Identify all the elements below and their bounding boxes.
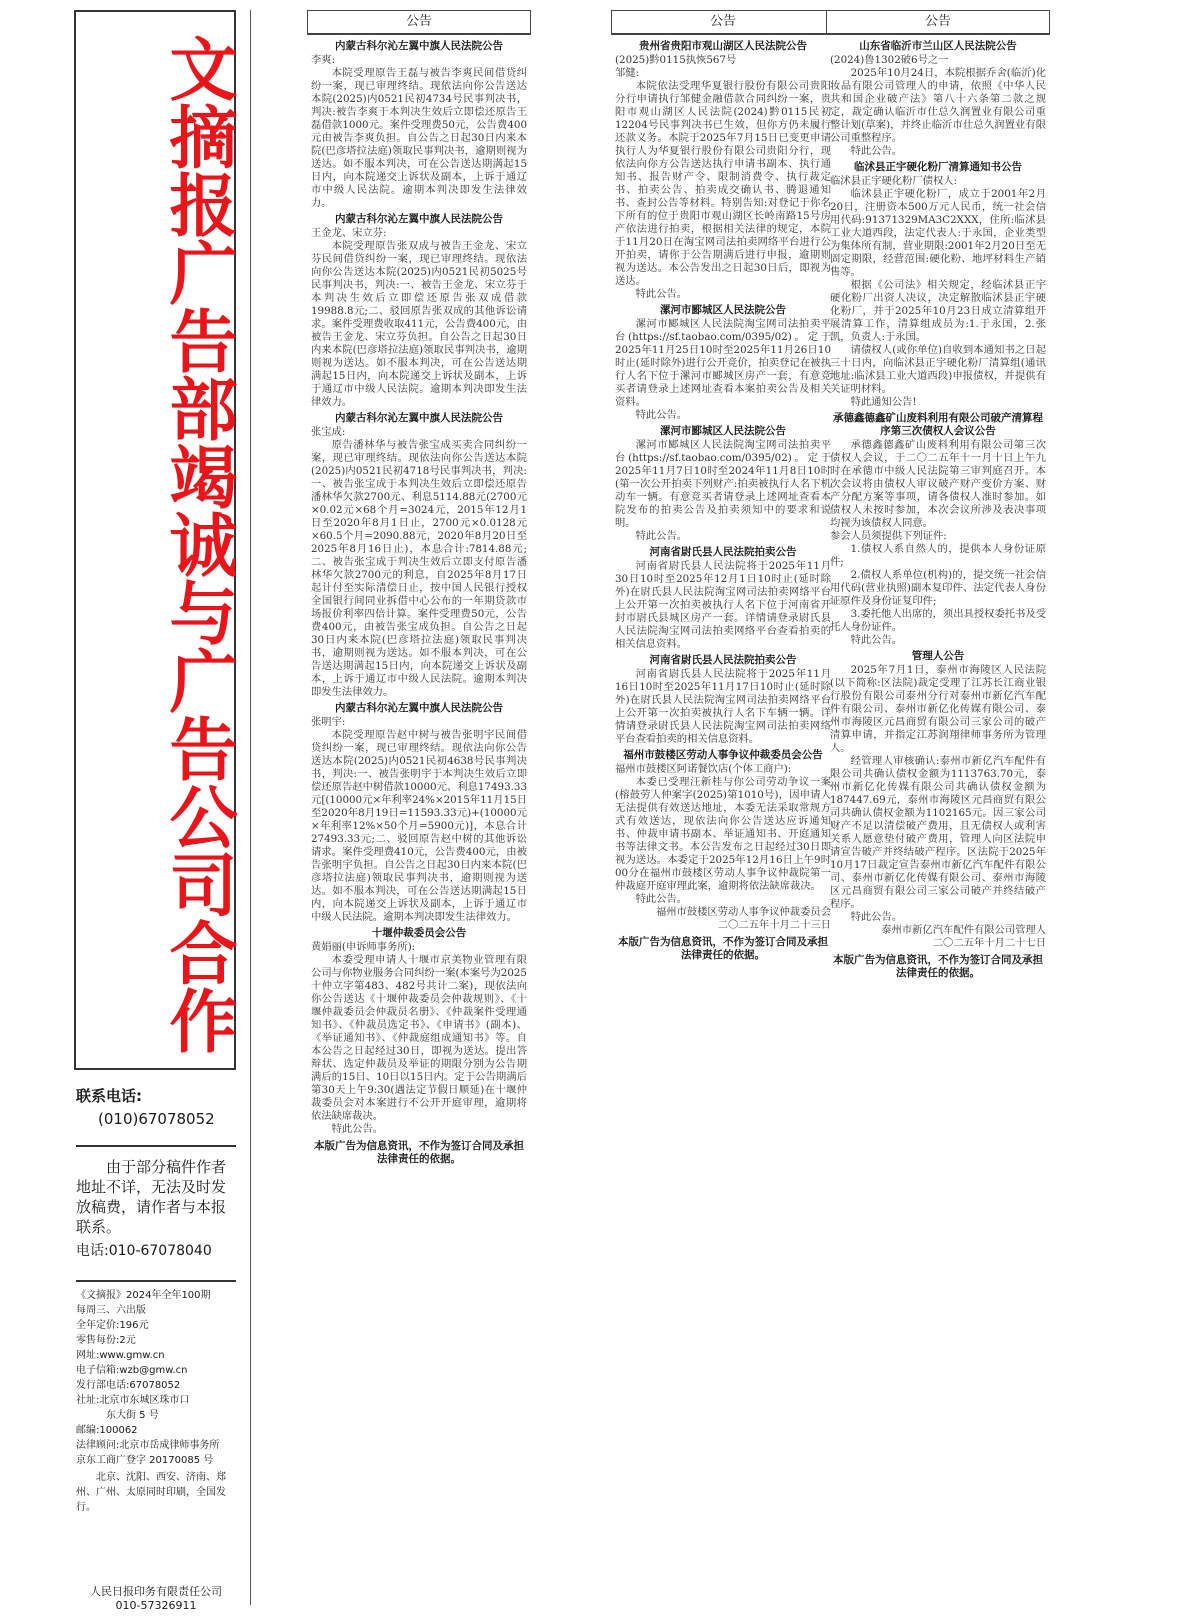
announcement-paragraph: 本院受理原告张双成与被告王金龙、宋立芬民间借贷纠纷一案，现已审理终结。现依法向你公告送达本院(2025)内0521民初5025号民事判决书，判决:一、被告王金龙、宋立芬于本判决生效后立即偿还原告张双成借款19988.8元;二、驳回原告张双成的其他诉讼请求。案件受理费收取411元，公告费400元，由被告王金龙、宋立芬负担。自公告之日起30日内来本院(巴彦塔拉法庭)领取民事判决书，逾期则视为送达。如不服本判决，可在公告送达期满起15日内，向本院递交上诉状及副本，上诉于通辽市中级人民法院。逾期本判决即发生法律效力。 [311,240,527,408]
announcement-paragraph: 漯河市郾城区人民法院淘宝网司法拍卖平台(https://sf.taobao.com/0395/02)。定于2025年11月25日10时至2025年11月26日10时止(延时除外)进行公开竞价，拍卖登记在被执行人名下位于漯河市郾城区房产一套，有意竞买者请登录上述网址查看本案拍卖公告及相关资料。 [615,318,831,408]
print-cities: 北京、沈阳、西安、济南、郑州、广州、太原同时印刷，全国发行。 [76,1472,226,1513]
announcement-paragraph: 本委受理申请人十堰市京美物业管理有限公司与你物业服务合同纠纷一案(本案号为2025十仲立字第483、482号共计二案)，现依法向你公告送达《十堰仲裁委员会仲裁规则》、《十堰仲裁委员会仲裁员名册》、《仲裁案件受理通知书》、《仲裁员选定书》、《申请书》(副本)、《举证通知书》、《仲裁庭组成通知书》等。自本公告之日起经过30日，即视为送达。提出答辩状、选定仲裁员及举证的期限分别为公告期满后的15日、10日以15日内。定于公告期满后第30天上午9:30(遇法定节假日顺延)在十堰仲裁委员会对本案进行不公开开庭审理，逾期将依法缺席裁决。 [311,954,527,1122]
announcement-paragraph: 特此通知公告! [850,396,917,408]
announcement-paragraph: 本院受理原告王磊与被告李爽民间借贷纠纷一案，现已审理终结。现依法向你公告送达本院(2025)内0521民初4734号民事判决书，判决:被告李爽于本判决生效后立即偿还原告王磊借款1000元。案件受理费50元，公告费400元由被告李爽负担。自公告之日起30日内来本院(巴彦塔拉法庭)领取民事判决书，逾期则视为送达。如不服本判决，可在公告送达期满起15日内，向本院递交上诉状及副本，上诉于通辽市中级人民法院。逾期本判决即发生法律效力。 [311,67,527,209]
announcement-paragraph: (2025)黔0115执恢567号 [615,54,737,66]
signoff-date: 二〇二五年十月二十七日 [932,937,1046,949]
announcement-paragraph: 特此公告。 [331,1123,384,1135]
announcement-paragraph: 张宝成: [311,426,346,438]
column-body [826,35,1050,980]
announcement-paragraph: 特此公告。 [850,911,903,923]
announcement-paragraph: 参会人员须提供下列证件: [830,530,947,542]
announcement-paragraph: 临沭县正宇硬化粉厂债权人: [830,175,958,187]
announcement-title: 山东省临沂市兰山区人民法院公告 [859,40,1017,52]
announcement-paragraph: 2.债权人系单位(机构)的，提交统一社会信用代码(营业执照)副本复印件、法定代表人身份证原件及身份证复印件; [830,569,1046,607]
announcement-column-2 [611,10,835,1605]
ad-slogan: 文摘报广告部竭诚与广告公司合作 [158,34,237,1054]
announcement-paragraph: 河南省尉氏县人民法院将于2025年11月30日10时至2025年12月1日10时止(延时除外)在尉氏县人民法院淘宝网司法拍卖网络平台上公开第一次拍卖被执行人名下位于河南省开封市尉氏县城区房产一套。详情请登录尉氏县人民法院淘宝网司法拍卖网络平台查看拍卖的相关信息资料。 [615,560,831,650]
column-divider [250,10,251,1605]
announcement-paragraph: (2024)鲁1302破6号之一 [830,54,949,66]
pub-line: 零售每份:2元 [76,1335,136,1346]
announcement-paragraph: 特此公告。 [635,893,688,905]
announcement-paragraph: 邹健: [615,67,640,79]
pub-line: 京东工商广登字 20170085 号 [76,1455,214,1466]
announcement-paragraph: 本院受理原告赵中树与被告张明宇民间借贷纠纷一案，现已审理终结。现依法向你公告送达本院(2025)内0521民初4638号民事判决书，判决:一、被告张明宇于本判决生效后立即偿还原告赵中树借款10000元、利息17493.33元[(10000元×年利率24%×2015年11月15日至2020年8月19日=11593.33元)+(10000元×年利率12%×50个月=5900元)]，本息合计27493.33元;二、驳回原告赵中树的其他诉讼请求。案件受理费410元，公告费400元，由被告张明宇负担。自公告之日起30日内来本院(巴彦塔拉法庭)领取民事判决书，逾期则视为送达。如不服本判决，可在公告送达期满起15日内，向本院递交上诉状及副本，上诉于通辽市中级人民法院。逾期本判决即发生法律效力。 [311,729,527,923]
announcement-paragraph: 原告潘林华与被告张宝成买卖合同纠纷一案，现已审理终结。现依法向你公告送达本院(2025)内0521民初4718号民事判决书，判决:一、被告张宝成于本判决生效后立即偿还原告潘林华欠款2700元、利息5114.88元(2700元×0.02元×68个月=3024元，2015年12月1日至2020年8月1日止，2700元×0.0128元×60.5个月=2090.88元，2020年8月20日至2025年8月16日止)，本息合计:7814.88元;二、被告张宝成于判决生效后立即支付原告潘林华欠款2700元的利息，自2025年8月17日起计付至实际清偿日止，按中国人民银行授权全国银行间同业拆借中心公布的一年期贷款市场报价利率四倍计算。案件受理费50元，公告费400元，由被告张宝成负担。自公告之日起30日内来本院(巴彦塔拉法庭)领取民事判决书，逾期则视为送达。如不服本判决，可在公告送达期满起15日内，向本院递交上诉状及副本，上诉于通辽市中级人民法院。逾期本判决即发生法律效力。 [311,439,527,698]
announcement-title: 临沭县正宇硬化粉厂清算通知书公告 [854,161,1022,173]
disclaimer: 本版广告为信息资讯，不作为签订合同及承担法律责任的依据。 [314,1140,524,1165]
printer-footer [76,1585,236,1613]
column-header: 公告 [611,10,835,35]
announcement-paragraph: 1.债权人系自然人的，提供本人身份证原件; [830,543,1046,568]
signoff: 泰州市新亿汽车配件有限公司管理人 [881,924,1046,936]
pub-line: 发行部电话:67078052 [76,1380,181,1391]
announcement-title: 内蒙古科尔沁左翼中旗人民法院公告 [335,702,503,714]
column-header: 公告 [307,10,531,35]
announcement-paragraph: 2025年7月1日，泰州市海陵区人民法院(以下简称:区法院)裁定受理了江苏长江商业银行股份有限公司泰州分行对泰州市新亿汽车配件有限公司、泰州市新亿化传媒有限公司、泰州市海陵区元昌商贸有限公司三家公司的破产清算申请，并指定江苏润翔律师事务所为管理人。 [830,664,1046,754]
announcement-title: 漯河市郾城区人民法院公告 [660,304,786,316]
contact-label: 联系电话: [76,1087,142,1105]
announcement-title: 管理人公告 [911,650,965,662]
announcement-title: 河南省尉氏县人民法院拍卖公告 [649,546,797,558]
pub-line: 《文摘报》2024年全年100期 [76,1290,211,1301]
announcement-title: 福州市鼓楼区劳动人事争议仲裁委员会公告 [623,749,823,761]
signoff: 福州市鼓楼区劳动人事争议仲裁委员会 [655,906,831,918]
announcement-paragraph: 临沭县正宇硬化粉厂，成立于2001年2月20日，注册资本500万元人民币，统一社会信用代码:91371329MA3C2XXX，住所:临沭县工业大道西段，法定代表人:于永国，企业类型为集体所有制，营业期限:2001年2月20日至无固定期限，经营范围:硬化粉、地坪材料生产销售等。 [830,188,1046,278]
announcement-paragraph: 张明宇: [311,716,346,728]
ad-banner [74,10,236,1070]
announcement-paragraph: 漯河市郾城区人民法院淘宝网司法拍卖平台(https://sf.taobao.com/0395/02)。定于2025年11月7日10时至2024年11月8日10时(第一次公开拍卖下列财产:拍卖被执行人名下机动车一辆。有意竞买者请登录上述网址查看本院发布的拍卖公告及拍卖须知中的要求和说明。 [615,439,831,529]
announcement-paragraph: 黄娟丽(申诉师事务所): [311,941,416,953]
contact-block [76,1085,236,1128]
announcement-title: 内蒙古科尔沁左翼中旗人民法院公告 [335,213,503,225]
signoff-date: 二〇二五年十月二十三日 [717,919,831,931]
pub-line: 每周三、六出版 [76,1305,146,1316]
announcement-paragraph: 特此公告。 [850,634,903,646]
announcement-paragraph: 经管理人审核确认:泰州市新亿汽车配件有限公司共确认债权金额为1113763.70元，泰州市新亿化传媒有限公司共确认债权金额为187447.69元，泰州市海陵区元昌商贸有限公司共确认债权金额为1102165元。因三家公司财产不足以清偿破产费用，且无债权人或利害关系人愿意垫付破产费用，管理人向区法院申请宣告破产并终结破产程序。区法院于2025年10月17日裁定宣告泰州市新亿汽车配件有限公司、泰州市新亿化传媒有限公司、泰州市海陵区元昌商贸有限公司三家公司破产并终结破产程序。 [830,755,1046,910]
announcement-paragraph: 特此公告。 [635,530,688,542]
pub-line: 电子信箱:wzb@gmw.cn [76,1365,188,1376]
announcement-paragraph: 本院依法受理华夏银行股份有限公司贵阳分行申请执行邹健金融借款合同纠纷一案，贵阳市观山湖区人民法院(2024)黔0115民初12204号民事判决书已生效，但你方仍未履行还款义务。本院于2025年7月15日已变更申请执行人为华夏银行股份有限公司贵阳分行，现依法向你方公告送达执行申请书副本、执行通知书、报告财产令、限制消费令、执行裁定书、拍卖公告、拍卖成交确认书、腾退通知书、查封公告等材料。特别告知:对登记于你名下所有的位于贵阳市观山湖区长岭南路15号房产依法进行拍卖，根据相关法律的规定，本院于11月20日在淘宝网司法拍卖网络平台进行公开拍卖，请你于公告期满后进行申报，逾期则视为送达。本公告发出之日起30日后，即视为送达。 [615,80,831,287]
announcement-title: 河南省尉氏县人民法院拍卖公告 [649,654,797,666]
announcement-paragraph: 特此公告。 [635,409,688,421]
author-notice-text: 由于部分稿件作者地址不详，无法及时发放稿费，请作者与本报联系。 [76,1158,227,1236]
announcement-paragraph: 承德鑫德鑫矿山废料利用有限公司第三次债权人会议，于二〇二五年十一月十日上午九时在承德市中级人民法院第三审判庭召开。本次会议将由债权人审议破产财产变价方案、财产分配方案等事项，请各债权人准时参加。如债权人未按时参加，本次会议所涉及表决事项均视为该债权人同意。 [830,439,1046,529]
announcement-column-3 [826,10,1050,1605]
pub-line: 全年定价:196元 [76,1320,149,1331]
contact-number: (010)67078052 [98,1110,215,1128]
announcement-paragraph: 请债权人(或你单位)自收到本通知书之日起三十日内，向临沭县正宇硬化粉厂清算组(通讯地址:临沭县工业大道西段)申报债权，并提供有关证明材料。 [830,344,1046,395]
column-body [611,35,835,962]
author-notice [76,1145,236,1261]
announcement-title: 贵州省贵阳市观山湖区人民法院公告 [639,40,807,52]
announcement-paragraph: 特此公告。 [850,145,903,157]
announcement-title: 十堰仲裁委员会公告 [371,927,467,939]
pub-line: 法律顾问:北京市岳成律师事务所 [76,1440,220,1451]
announcement-paragraph: 福州市鼓楼区阿诺餐饮店(个体工商户): [615,763,792,775]
disclaimer: 本版广告为信息资讯，不作为签订合同及承担法律责任的依据。 [833,954,1043,979]
announcement-paragraph: 根据《公司法》相关规定，经临沭县正宇硬化粉厂出资人决议，决定解散临沭县正宇硬化粉厂，并于2025年10月23日成立清算组开展清算工作，清算组成员为:1.于永国，2.张凯，负责人:于永国。 [830,279,1046,343]
author-notice-tel: 电话:010-67078040 [76,1243,212,1259]
announcement-paragraph: 特此公告。 [635,288,688,300]
announcement-paragraph: 2025年10月24日，本院根据乔舍(临沂)化妆品有限公司管理人的申请，依照《中华人民共和国企业破产法》第八十六条第二款之规定，裁定确认临沂市仕总久润置业有限公司重整计划(草案)，并终止临沂市仕总久润置业有限公司重整程序。 [830,67,1046,144]
printer-company: 人民日报印务有限责任公司 [90,1585,222,1598]
announcement-paragraph: 李爽: [311,54,336,66]
pub-line: 东大街 5 号 [106,1410,159,1421]
announcement-column-1 [307,10,531,1605]
announcement-title: 内蒙古科尔沁左翼中旗人民法院公告 [335,40,503,52]
left-info-column [72,10,242,1612]
pub-line: 社址:北京市东城区珠市口 [76,1395,190,1406]
announcement-paragraph: 河南省尉氏县人民法院将于2025年11月16日10时至2025年11月17日10时止(延时除外)在尉氏县人民法院淘宝网司法拍卖网络平台上公开第一次拍卖被执行人名下车辆一辆。详情请登录尉氏县人民法院淘宝网司法拍卖网络平台查看拍卖的相关信息资料。 [615,668,831,745]
printer-tel: 010-57326911 [115,1599,197,1612]
publication-info [76,1280,236,1515]
column-body [307,35,531,1166]
pub-line: 网址:www.gmw.cn [76,1350,165,1361]
column-header: 公告 [826,10,1050,35]
announcement-paragraph: 3.委托他人出席的，须出具授权委托书及受托人身份证件。 [830,608,1046,633]
announcement-paragraph: 本委已受理汪新桂与你公司劳动争议一案(榕鼓劳人仲案字(2025)第1010号)，因申请人无法提供有效送达地址，本委无法采取常规方式有效送达，现依法向你公告送达应诉通知书、仲裁申请书副本、举证通知书、开庭通知书等法律文书。本公告发布之日起经过30日即视为送达。本委定于2025年12月16日上午9时00分在福州市鼓楼区劳动人事争议仲裁院第一仲裁庭开庭审理此案，逾期将依法缺席裁决。 [615,776,831,892]
pub-line: 邮编:100062 [76,1425,138,1436]
announcement-title: 内蒙古科尔沁左翼中旗人民法院公告 [335,412,503,424]
disclaimer: 本版广告为信息资讯，不作为签订合同及承担法律责任的依据。 [618,936,828,961]
announcement-title: 漯河市郾城区人民法院公告 [660,425,786,437]
announcement-title: 承德鑫德鑫矿山废料利用有限公司破产清算程序第三次债权人会议公告 [833,412,1043,437]
announcement-paragraph: 王金龙、宋立芬: [311,227,387,239]
